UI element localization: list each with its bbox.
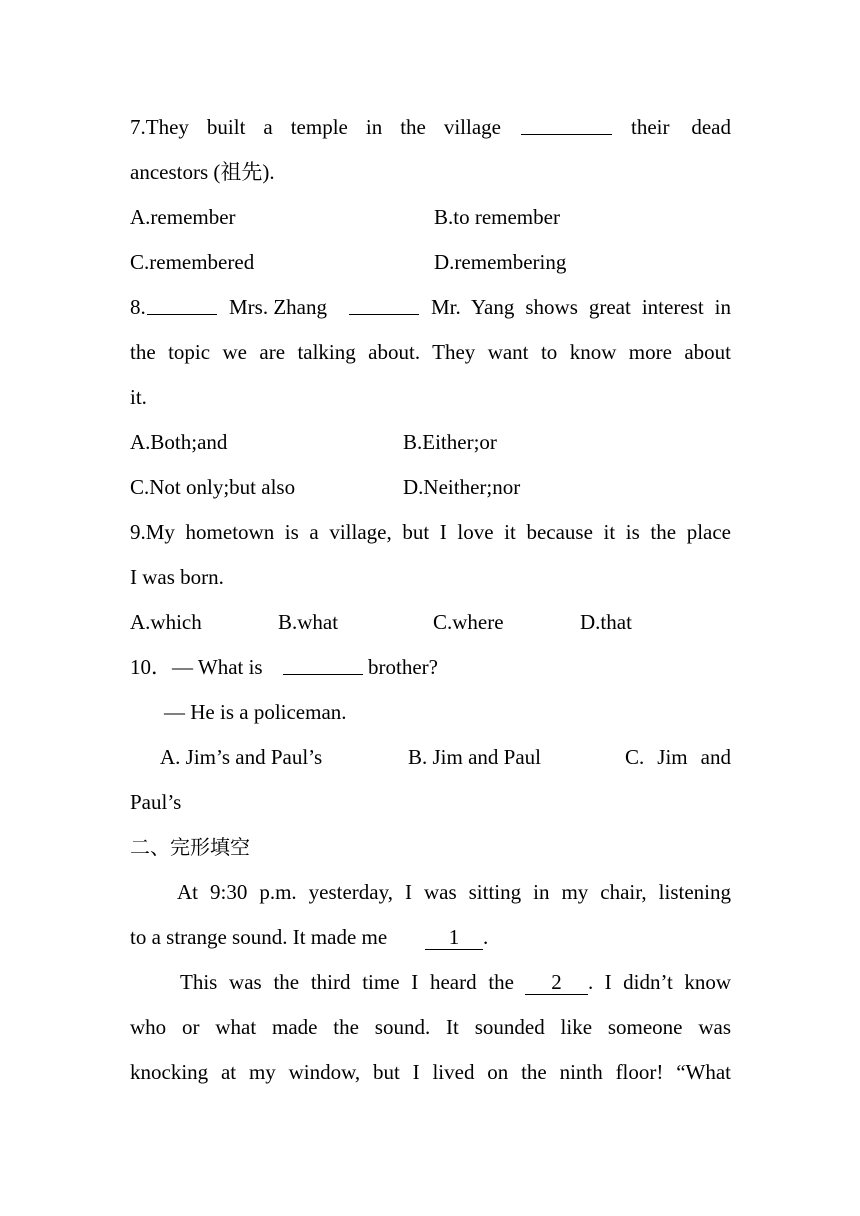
- option-8d: D.Neither;nor: [403, 475, 521, 499]
- question-7-stem-end: their dead: [631, 115, 731, 139]
- question-7-stem-cont: ancestors (祖先).: [130, 160, 275, 184]
- cloze-p1-line2: [130, 922, 731, 952]
- cloze-blank-2-number: 2: [525, 970, 588, 995]
- question-8-number: 8.: [130, 295, 146, 319]
- option-9d: D.that: [580, 610, 632, 634]
- section-2-title: 二、完形填空: [130, 835, 250, 859]
- question-8-options-row1: [130, 427, 731, 457]
- question-7-stem: [130, 112, 731, 142]
- option-8b: B.Either;or: [403, 430, 497, 454]
- question-7-options-row2: [130, 247, 731, 277]
- cloze-blank-1: [425, 922, 483, 952]
- question-10-stem: [130, 652, 731, 682]
- question-7-blank: [521, 112, 612, 143]
- option-7d: D.remembering: [434, 250, 567, 274]
- question-7-options-row1: [130, 202, 731, 232]
- question-10-prefix: 10．— What is: [130, 655, 263, 679]
- question-8-mid: Mrs. Zhang: [229, 295, 327, 319]
- question-8-blank-2: [349, 292, 419, 323]
- cloze-blank-2: [525, 967, 588, 997]
- option-9a: A.which: [130, 610, 202, 634]
- cloze-p2-line1: [130, 967, 731, 997]
- cloze-p1-line2-text: to a strange sound. It made me: [130, 925, 388, 949]
- cloze-p2-line2: who or what made the sound. It sounded like someone was: [130, 1015, 731, 1039]
- cloze-p1-line1: [130, 877, 731, 907]
- question-8-line2: the topic we are talking about. They want to know more about: [130, 340, 731, 364]
- option-9b: B.what: [278, 610, 339, 634]
- question-9-stem: 9.My hometown is a village, but I love it because it is the place: [130, 520, 731, 544]
- question-10-answer: [130, 697, 731, 727]
- cloze-p2-line1-end: . I didn’t know: [588, 970, 731, 994]
- question-7-stem-start: 7.They built a temple in the village: [130, 115, 501, 139]
- option-7a: A.remember: [130, 205, 236, 229]
- question-9-stem-line2: I was born.: [130, 565, 224, 589]
- question-10-blank: [283, 652, 363, 683]
- question-8-rest: Mr. Yang shows great interest in: [431, 295, 731, 319]
- question-10-options-row1: [130, 742, 731, 772]
- option-9c: C.where: [433, 610, 504, 634]
- question-8-blank-1: [147, 292, 217, 323]
- cloze-blank-1-number: 1: [425, 925, 483, 950]
- cloze-p1-line1-text: At 9:30 p.m. yesterday, I was sitting in my chair, listening: [177, 880, 731, 904]
- option-8a: A.Both;and: [130, 430, 228, 454]
- option-10b: B. Jim and Paul: [408, 745, 542, 769]
- question-8-line3: it.: [130, 385, 147, 409]
- cloze-p2-line3: knocking at my window, but I lived on the ninth floor! “What: [130, 1060, 731, 1084]
- option-10a: A. Jim’s and Paul’s: [160, 745, 323, 769]
- option-8c: C.Not only;but also: [130, 475, 296, 499]
- question-10-options-row2: Paul’s: [130, 790, 182, 814]
- question-10-answer-text: — He is a policeman.: [164, 700, 347, 724]
- question-8-options-row2: [130, 472, 731, 502]
- option-7b: B.to remember: [434, 205, 560, 229]
- question-7-stem-line2: [130, 157, 731, 187]
- question-8-stem: [130, 292, 731, 322]
- question-9-options: [130, 607, 731, 637]
- cloze-p2-line1-start: This was the third time I heard the: [180, 970, 514, 994]
- option-10c: C. Jim and: [625, 745, 731, 769]
- option-7c: C.remembered: [130, 250, 255, 274]
- cloze-p1-line2-end: .: [483, 925, 489, 949]
- question-10-suffix: brother?: [368, 655, 438, 679]
